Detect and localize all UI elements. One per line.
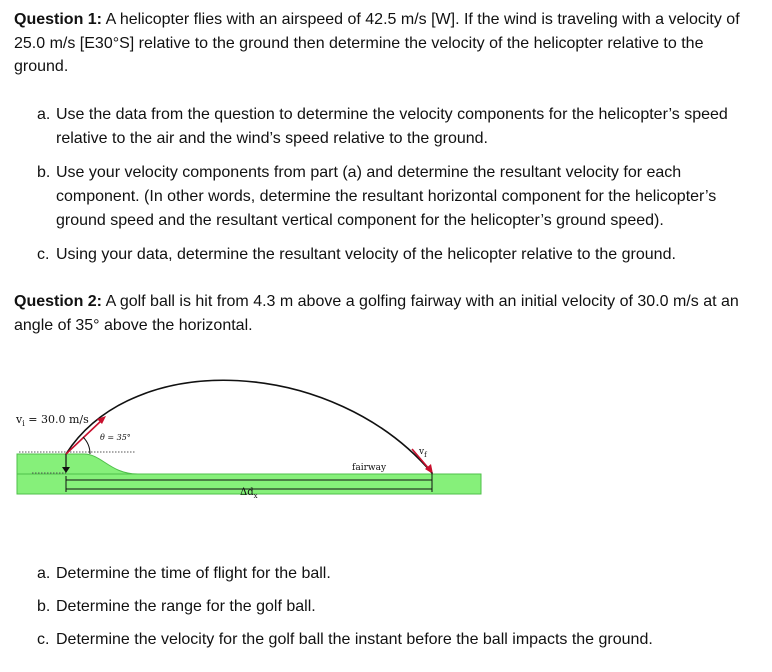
question-1-part-b bbox=[37, 161, 759, 233]
question-1-part-a bbox=[37, 103, 759, 151]
ball-trajectory bbox=[66, 380, 432, 473]
initial-velocity-label: $v_i = 30.0$ m/s bbox=[16, 413, 89, 428]
part-marker: b. bbox=[37, 598, 51, 615]
displacement-label: $\Delta d_x$ bbox=[240, 487, 258, 500]
angle-arc bbox=[83, 437, 90, 454]
question-2-part-a bbox=[37, 562, 759, 586]
part-marker: c. bbox=[37, 246, 50, 263]
part-text: Use the data from the question to determine the velocity components for the helicopter’s speed relative to the air and the wind’s speed relative to the ground. bbox=[56, 106, 728, 147]
part-marker: a. bbox=[37, 565, 51, 582]
question-2-part-b bbox=[37, 595, 759, 619]
question-1-part-c bbox=[37, 243, 759, 267]
question-2-part-c bbox=[37, 628, 759, 652]
question-2-text: A golf ball is hit from 4.3 m above a golfing fairway with an initial velocity of 30.0 m/s at an angle of 35° above the horizontal. bbox=[14, 293, 739, 334]
question-1-parts bbox=[37, 103, 759, 277]
question-1-paragraph bbox=[14, 8, 758, 79]
angle-label: θ = 35° bbox=[100, 433, 131, 442]
question-2-paragraph bbox=[14, 290, 758, 337]
part-marker: a. bbox=[37, 106, 51, 123]
part-text: Determine the range for the golf ball. bbox=[56, 598, 316, 615]
question-1-text: A helicopter flies with an airspeed of 42.5 m/s [W]. If the wind is traveling with a velocity of 25.0 m/s [E30°S] relative to the ground then determine the velocity of the helicopter relative to the ground. bbox=[14, 11, 740, 75]
part-text: Determine the velocity for the golf ball the instant before the ball impacts the ground. bbox=[56, 631, 653, 648]
final-velocity-label: $v_f$ bbox=[419, 447, 427, 459]
question-1-label: Question 1: bbox=[14, 11, 103, 28]
question-2-label: Question 2: bbox=[14, 293, 103, 310]
question-2-parts bbox=[37, 562, 759, 661]
part-text: Determine the time of flight for the ball. bbox=[56, 565, 331, 582]
part-text: Use your velocity components from part (a) and determine the resultant velocity for each component. (In other words, determine the resultant horizontal component for the helicopter’s ground speed and the resultant vertical component for the helicopter’s ground speed). bbox=[56, 164, 717, 229]
tee-hill bbox=[17, 454, 138, 474]
part-marker: c. bbox=[37, 631, 50, 648]
part-marker: b. bbox=[37, 164, 51, 181]
part-text: Using your data, determine the resultant velocity of the helicopter relative to the ground. bbox=[56, 246, 676, 263]
fairway-label: fairway bbox=[352, 463, 387, 473]
golf-ball-diagram bbox=[14, 368, 484, 508]
